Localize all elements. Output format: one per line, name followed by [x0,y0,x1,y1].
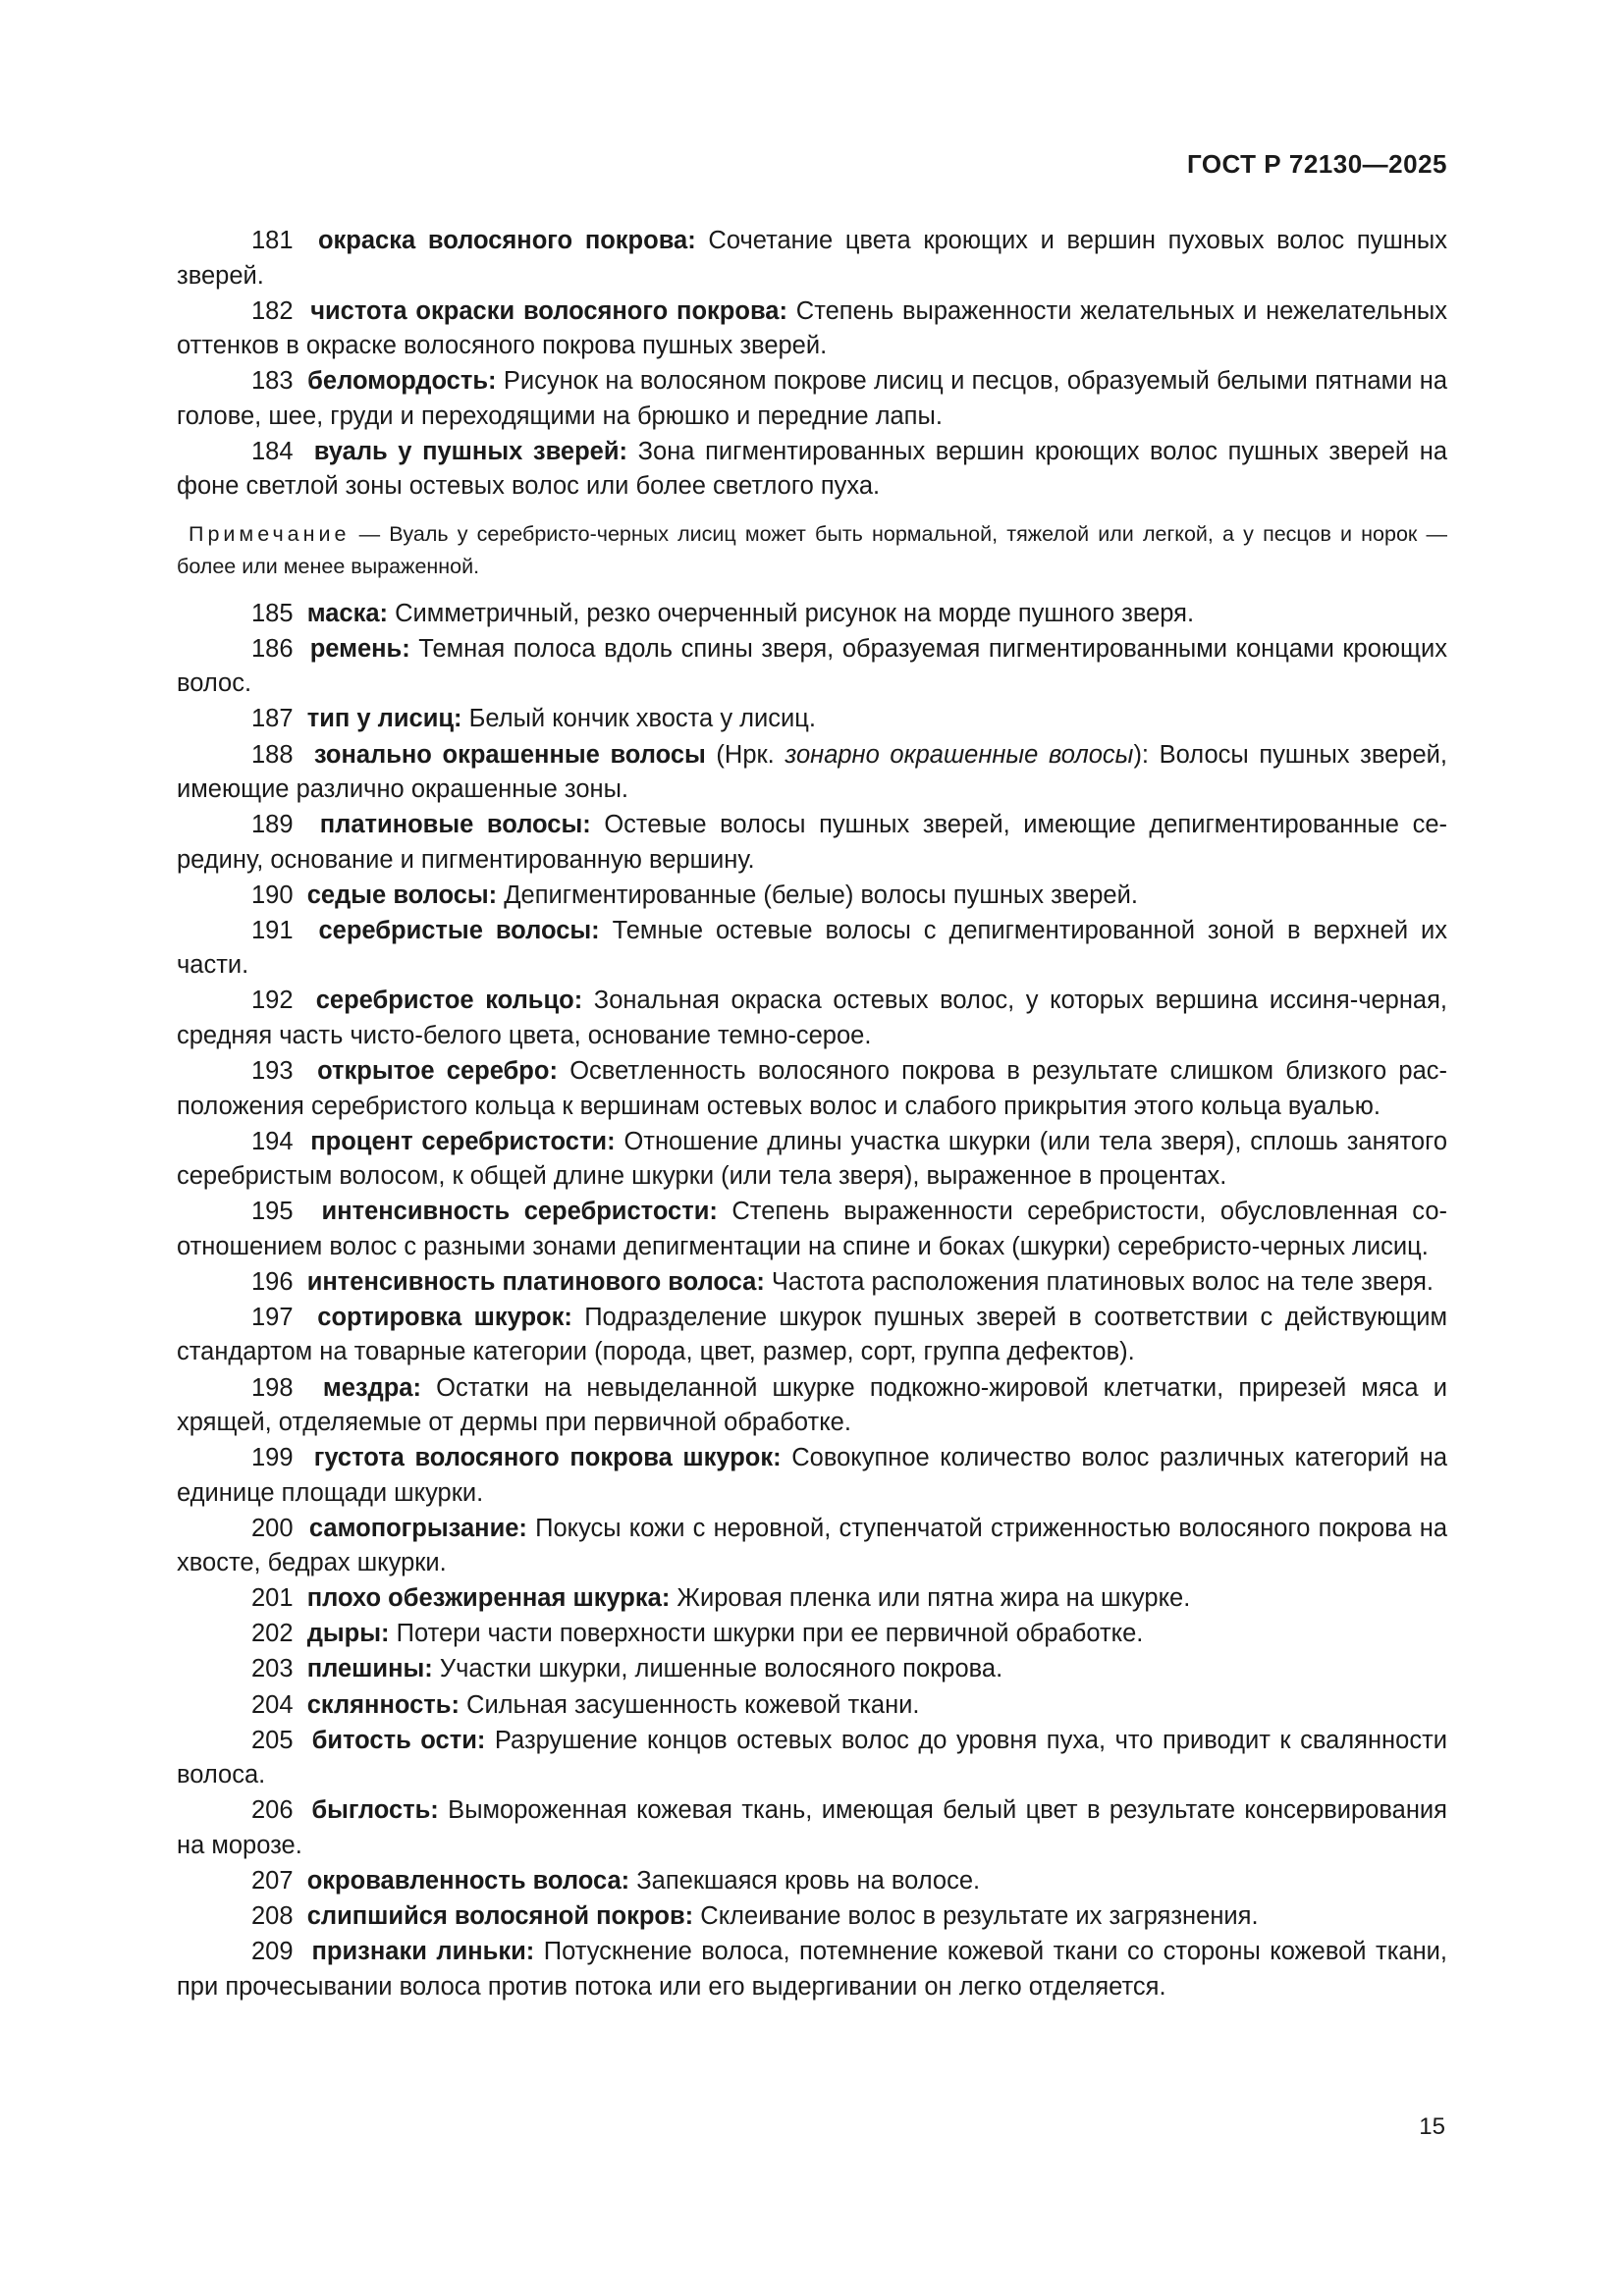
term-name: окраска волосяного покрова: [317,227,696,254]
term-definition: Остатки на невыделанной шкурке подкожно-жировой клетчатки, прирезей мяса и хрящей, отделяемые от дермы при первичной обработке. [177,1373,1447,1436]
term-name: ремень: [309,634,410,663]
term-entry [177,1054,1447,1124]
document-code: ГОСТ Р 72130—2025 [1186,149,1447,179]
term-entry [177,1441,1447,1511]
term-name: окровавленность волоса: [306,1866,630,1895]
term-number: 188 [251,740,294,769]
term-number: 186 [251,634,294,663]
terms-block-1 [177,224,1447,505]
term-definition: Частота расположения платиновых волос на теле зверя. [764,1267,1434,1296]
term-definition: Запекшаяся кровь на волосе. [629,1866,981,1895]
term-name: чистота окраски волосяного покрова: [310,296,787,325]
term-definition: Сильная засушенность кожевой ткани. [459,1690,920,1719]
term-entry [177,1793,1447,1863]
term-number: 204 [251,1690,294,1719]
term-number: 197 [251,1303,294,1331]
term-number: 196 [251,1267,294,1296]
term-number: 208 [251,1901,294,1930]
term-entry [177,984,1447,1053]
term-number: 194 [251,1127,294,1155]
term-definition: Остевые волосы пушных зверей, имеющие депигментированные середину, основание и пигментированную вершину. [177,811,1448,874]
term-number: 191 [251,916,294,944]
term-number: 193 [251,1057,294,1086]
term-entry [177,597,1447,632]
term-definition: Участки шкурки, лишенные волосяного покрова. [432,1655,1003,1683]
term-alt-name: зонарно окрашенные волосы [785,740,1134,769]
term-entry [177,702,1447,737]
term-name: самопогрызание: [308,1514,527,1542]
term-definition: Подразделение шкурок пушных зверей в соответствии с действующим стандартом на товарные категории (порода, цвет, размер, сорт, группа дефектов). [177,1303,1448,1366]
terms-block-2 [177,597,1447,2004]
term-entry [177,1195,1447,1264]
term-definition: Степень выраженности серебристости, обусловленная соотношением волос с разными зонами депигментации на спине и боках (шкурки) серебристо-черных лисиц. [177,1198,1448,1260]
term-definition: Покусы кожи с неровной, ступенчатой стриженностью волосяного покрова на хвосте, бедрах шкурки. [177,1514,1447,1577]
term-number: 190 [251,881,294,909]
term-number: 200 [251,1514,294,1542]
term-number: 202 [251,1620,294,1648]
note-label: Примечание [189,521,351,546]
term-name: тип у лисиц: [306,705,462,733]
term-name: мездра: [322,1373,421,1402]
term-entry [177,1265,1447,1301]
term-name: сортировка шкурок: [317,1303,572,1331]
note-text: — Вуаль у серебристо-черных лисиц может быть нормальной, тяжелой или легкой, а у песцов и норок — более или менее выраженной. [177,521,1447,578]
term-number: 206 [251,1796,294,1825]
term-definition: Рисунок на волосяном покрове лисиц и песцов, образуемый белыми пятнами на голове, шее, груди и переходящими на брюшко и передние лапы. [177,367,1448,430]
term-definition: Сочетание цвета кроющих и вершин пуховых волос пушных зверей. [177,227,1448,290]
term-definition: Зональная окраска остевых волос, у которых вершина иссиня-черная, средняя часть чисто-белого цвета, основание темно-серое. [177,987,1447,1049]
term-entry [177,879,1447,914]
term-definition: Темная полоса вдоль спины зверя, образуемая пигментированными концами кроющих волос. [177,634,1448,698]
term-entry [177,1688,1447,1724]
term-definition: Жировая пленка или пятна жира на шкурке. [670,1584,1191,1613]
term-entry [177,632,1447,702]
term-name: склянность: [306,1690,460,1719]
term-entry [177,1581,1447,1617]
term-definition: Разрушение концов остевых волос до уровня пуха, что приводит к свалянности волоса. [177,1726,1447,1789]
term-entry [177,808,1447,878]
term-name: признаки линьки: [311,1938,535,1966]
term-number: 195 [251,1198,294,1226]
page-number: 15 [1419,2113,1445,2140]
term-number: 198 [251,1373,294,1402]
term-number: 187 [251,705,294,733]
term-entry [177,1935,1447,2004]
term-definition: Осветленность волосяного покрова в результате слишком близкого расположения серебристого кольца к вершинам остевых волос и слабого прикрытия этого кольца вуалью. [177,1057,1447,1120]
term-number: 192 [251,987,294,1015]
term-entry [177,294,1447,364]
term-alt-prefix: (Нрк. [705,740,785,769]
term-definition: Потери части поверхности шкурки при ее первичной обработке. [389,1620,1144,1648]
term-name: открытое серебро: [317,1057,558,1086]
term-entry [177,435,1447,505]
term-name: процент серебристости: [310,1127,616,1155]
note [177,518,1447,583]
term-name: густота волосяного покрова шкурок: [313,1444,782,1472]
term-entry [177,1301,1447,1370]
term-name: плешины: [306,1655,433,1683]
term-number: 203 [251,1655,294,1683]
term-number: 207 [251,1866,294,1895]
term-entry [177,738,1447,808]
term-alt-suffix: ): [1133,740,1150,769]
term-number: 181 [251,227,294,254]
term-entry [177,224,1447,294]
term-definition: Склеивание волос в результате их загрязнения. [693,1901,1259,1930]
term-definition: Белый кончик хвоста у лисиц. [461,705,816,733]
term-entry [177,1125,1447,1195]
term-name: быглость: [311,1796,439,1825]
term-entry [177,1371,1447,1441]
term-number: 199 [251,1444,294,1472]
term-name: вуаль у пушных зверей: [313,437,628,465]
term-number: 205 [251,1726,294,1754]
term-number: 189 [251,811,294,839]
terms-content [177,224,1447,2005]
term-definition: Совокупное количество волос различных категорий на единице площади шкурки. [177,1444,1448,1507]
term-name: платиновые волосы: [319,811,591,839]
term-name: дыры: [306,1620,390,1648]
term-definition: Симметричный, резко очерченный рисунок на морде пушного зверя. [388,599,1195,627]
term-name: серебристое кольцо: [315,987,583,1015]
term-definition: Зона пигментированных вершин кроющих волос пушных зверей на фоне светлой зоны остевых волос или более светлого пуха. [177,437,1448,501]
term-number: 183 [251,367,294,396]
term-entry [177,364,1447,434]
term-number: 184 [251,437,294,465]
term-entry [177,1512,1447,1581]
term-number: 185 [251,599,294,627]
term-number: 182 [251,296,294,325]
term-name: плохо обезжиренная шкурка: [306,1584,671,1613]
term-name: интенсивность серебристости: [321,1198,718,1226]
term-definition: Степень выраженности желательных и нежелательных оттенков в окраске волосяного покрова пушных зверей. [177,296,1448,360]
term-entry [177,1617,1447,1652]
term-entry [177,1899,1447,1935]
term-entry [177,1652,1447,1687]
term-definition: Депигментированные (белые) волосы пушных зверей. [497,881,1138,909]
term-definition: Темные остевые волосы с депигментированной зоной в верхней их части. [177,916,1447,980]
term-definition: Потускнение волоса, потемнение кожевой ткани со стороны кожевой ткани, при прочесывании волоса против потока или его выдергивании он легко отделяется. [177,1938,1448,2001]
term-name: маска: [306,599,389,627]
term-name: слипшийся волосяной покров: [306,1901,694,1930]
term-definition: Вымороженная кожевая ткань, имеющая белый цвет в результате консервирования на морозе. [177,1796,1447,1859]
term-number: 201 [251,1584,294,1613]
term-name: зонально окрашенные волосы [313,740,706,769]
term-name: серебристые волосы: [318,916,600,944]
term-name: беломордость: [307,367,497,396]
term-definition: Отношение длины участка шкурки (или тела зверя), сплошь занятого серебристым волосом, к общей длине шкурки (или тела зверя), выраженное в процентах. [177,1127,1448,1191]
term-name: интенсивность платинового волоса: [306,1267,765,1296]
term-definition: Волосы пушных зверей, имеющие различно окрашенные зоны. [177,740,1447,804]
term-entry [177,914,1447,984]
term-entry [177,1724,1447,1793]
term-entry [177,1864,1447,1899]
term-number: 209 [251,1938,294,1966]
term-name: битость ости: [311,1726,486,1754]
term-name: седые волосы: [306,881,498,909]
